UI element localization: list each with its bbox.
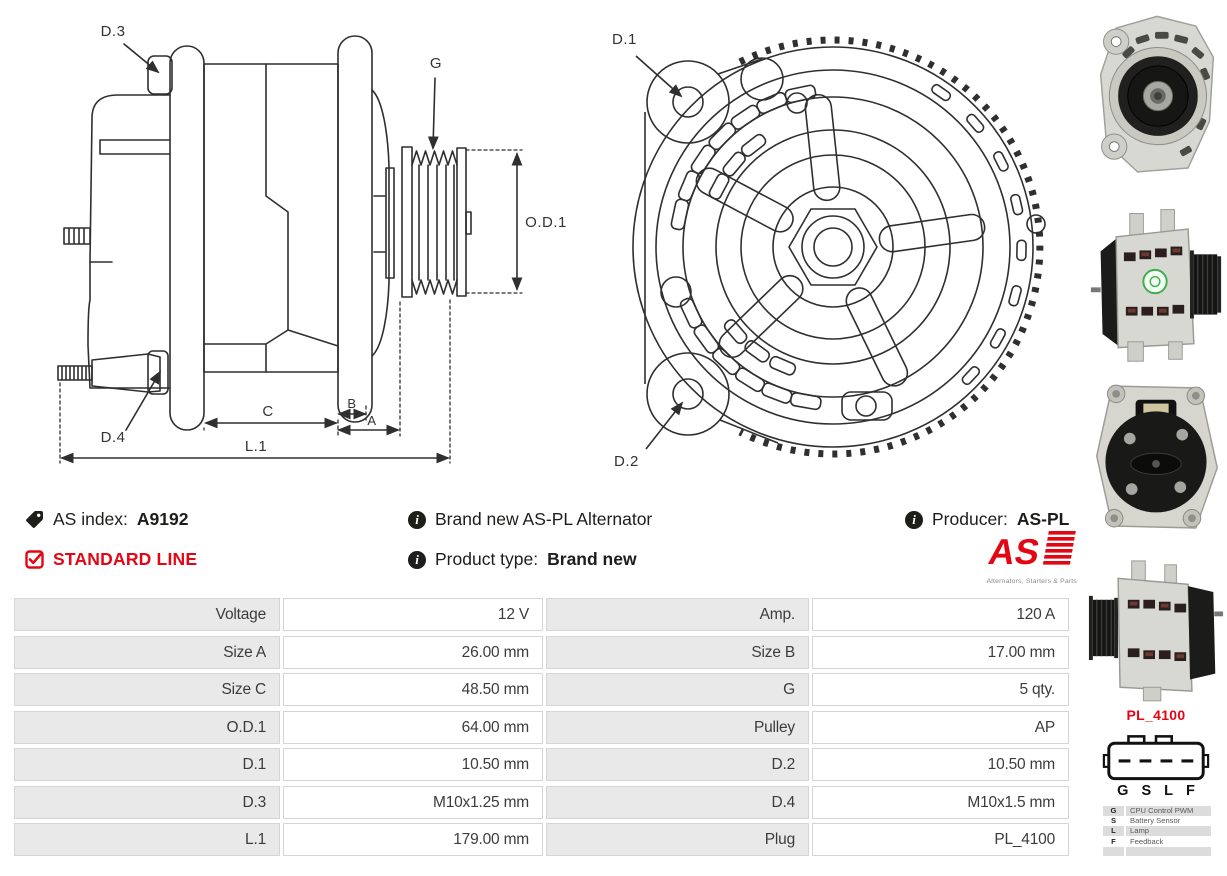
- product-photo-rear[interactable]: [1087, 373, 1225, 543]
- spec-value: 120 A: [812, 598, 1069, 631]
- logo-tagline: Alternators, Starters & Parts: [986, 578, 1077, 585]
- spec-label: Voltage: [14, 598, 280, 631]
- label-d2: D.2: [614, 453, 639, 470]
- label-l1: L.1: [244, 438, 268, 455]
- table-row: [14, 823, 1072, 856]
- spec-value: 26.00 mm: [283, 636, 543, 669]
- standard-line-row: [25, 549, 197, 570]
- table-row: [14, 711, 1072, 744]
- table-row: [14, 636, 1072, 669]
- product-type-row: [408, 549, 637, 570]
- tag-icon: [25, 510, 44, 529]
- front-view-drawing: [633, 40, 1045, 454]
- label-b: B: [347, 396, 357, 411]
- spec-table: [14, 598, 1072, 861]
- spec-value: PL_4100: [812, 823, 1069, 856]
- legend-row: [1103, 826, 1211, 836]
- product-photo-side-left[interactable]: [1087, 549, 1225, 705]
- plug-connector-icon: [1097, 733, 1215, 783]
- spec-value: 10.50 mm: [283, 748, 543, 781]
- table-row: [14, 748, 1072, 781]
- product-description: Brand new AS-PL Alternator: [435, 509, 653, 529]
- checkbox-check-icon: [25, 550, 44, 569]
- spec-label: G: [546, 673, 809, 706]
- legend-pin: S: [1110, 816, 1117, 826]
- plug-pin: F: [1185, 783, 1195, 799]
- as-index-row: [25, 509, 188, 530]
- producer-row: [905, 509, 1069, 530]
- as-pl-logo: [985, 530, 1077, 585]
- legend-row: [1103, 806, 1211, 816]
- plug-pin: S: [1141, 783, 1152, 799]
- legend-desc: CPU Control PWM: [1126, 806, 1211, 816]
- spec-label: D.1: [14, 748, 280, 781]
- spec-label: Size A: [14, 636, 280, 669]
- legend-row: [1103, 837, 1211, 847]
- legend-pin: L: [1103, 826, 1124, 836]
- table-row: [14, 673, 1072, 706]
- producer-value: AS-PL: [1016, 509, 1070, 529]
- producer-label: Producer:: [932, 509, 1008, 529]
- spec-label: Plug: [546, 823, 809, 856]
- label-g: G: [429, 55, 443, 72]
- spec-label: D.2: [546, 748, 809, 781]
- label-d1: D.1: [612, 31, 637, 48]
- spec-value: M10x1.25 mm: [283, 786, 543, 819]
- spec-label: Size B: [546, 636, 809, 669]
- description-row: [408, 509, 652, 530]
- logo-text: AS: [985, 531, 1043, 572]
- spec-value: 10.50 mm: [812, 748, 1069, 781]
- label-d3: D.3: [100, 23, 126, 40]
- plug-pins: [1085, 783, 1227, 799]
- spec-label: D.4: [546, 786, 809, 819]
- product-type-value: Brand new: [547, 549, 637, 569]
- product-type-label: Product type:: [435, 549, 539, 569]
- plug-connector: [1085, 733, 1227, 788]
- as-pl-logo-icon: [985, 530, 1077, 572]
- table-row: [14, 598, 1072, 631]
- product-photo-front[interactable]: [1087, 4, 1225, 192]
- label-od1: O.D.1: [525, 214, 567, 231]
- spec-value: 12 V: [283, 598, 543, 631]
- product-photo-side-right[interactable]: [1087, 197, 1225, 369]
- info-icon: i: [905, 511, 923, 529]
- plug-pin: G: [1117, 783, 1129, 799]
- info-icon: i: [408, 551, 426, 569]
- plug-pin: L: [1164, 783, 1173, 799]
- spec-label: Size C: [14, 673, 280, 706]
- standard-line-badge: STANDARD LINE: [53, 549, 198, 569]
- info-icon: i: [408, 511, 426, 529]
- legend-pin: G: [1103, 806, 1124, 816]
- label-a: A: [367, 413, 377, 428]
- plug-legend: [1103, 806, 1211, 857]
- technical-drawings: [0, 0, 1080, 492]
- spec-label: L.1: [14, 823, 280, 856]
- legend-pin: F: [1111, 836, 1116, 846]
- spec-label: Pulley: [546, 711, 809, 744]
- legend-desc: Battery Sensor: [1130, 816, 1181, 826]
- as-index-label: AS index:: [53, 509, 128, 529]
- spec-value: 179.00 mm: [283, 823, 543, 856]
- as-index-value: A9192: [136, 509, 189, 529]
- spec-label: D.3: [14, 786, 280, 819]
- side-view-drawing: [58, 36, 522, 463]
- spec-value: AP: [812, 711, 1069, 744]
- legend-desc: Lamp: [1126, 826, 1211, 836]
- legend-desc: Feedback: [1130, 836, 1164, 846]
- spec-value: 48.50 mm: [283, 673, 543, 706]
- label-c: C: [262, 403, 274, 420]
- table-row: [14, 786, 1072, 819]
- legend-row: [1103, 816, 1211, 826]
- spec-value: M10x1.5 mm: [812, 786, 1069, 819]
- spec-value: 17.00 mm: [812, 636, 1069, 669]
- plug-name: PL_4100: [1126, 707, 1186, 723]
- spec-label: O.D.1: [14, 711, 280, 744]
- spec-value: 5 qty.: [812, 673, 1069, 706]
- spec-value: 64.00 mm: [283, 711, 543, 744]
- label-d4: D.4: [100, 429, 126, 446]
- legend-row-empty: [1103, 847, 1211, 857]
- spec-label: Amp.: [546, 598, 809, 631]
